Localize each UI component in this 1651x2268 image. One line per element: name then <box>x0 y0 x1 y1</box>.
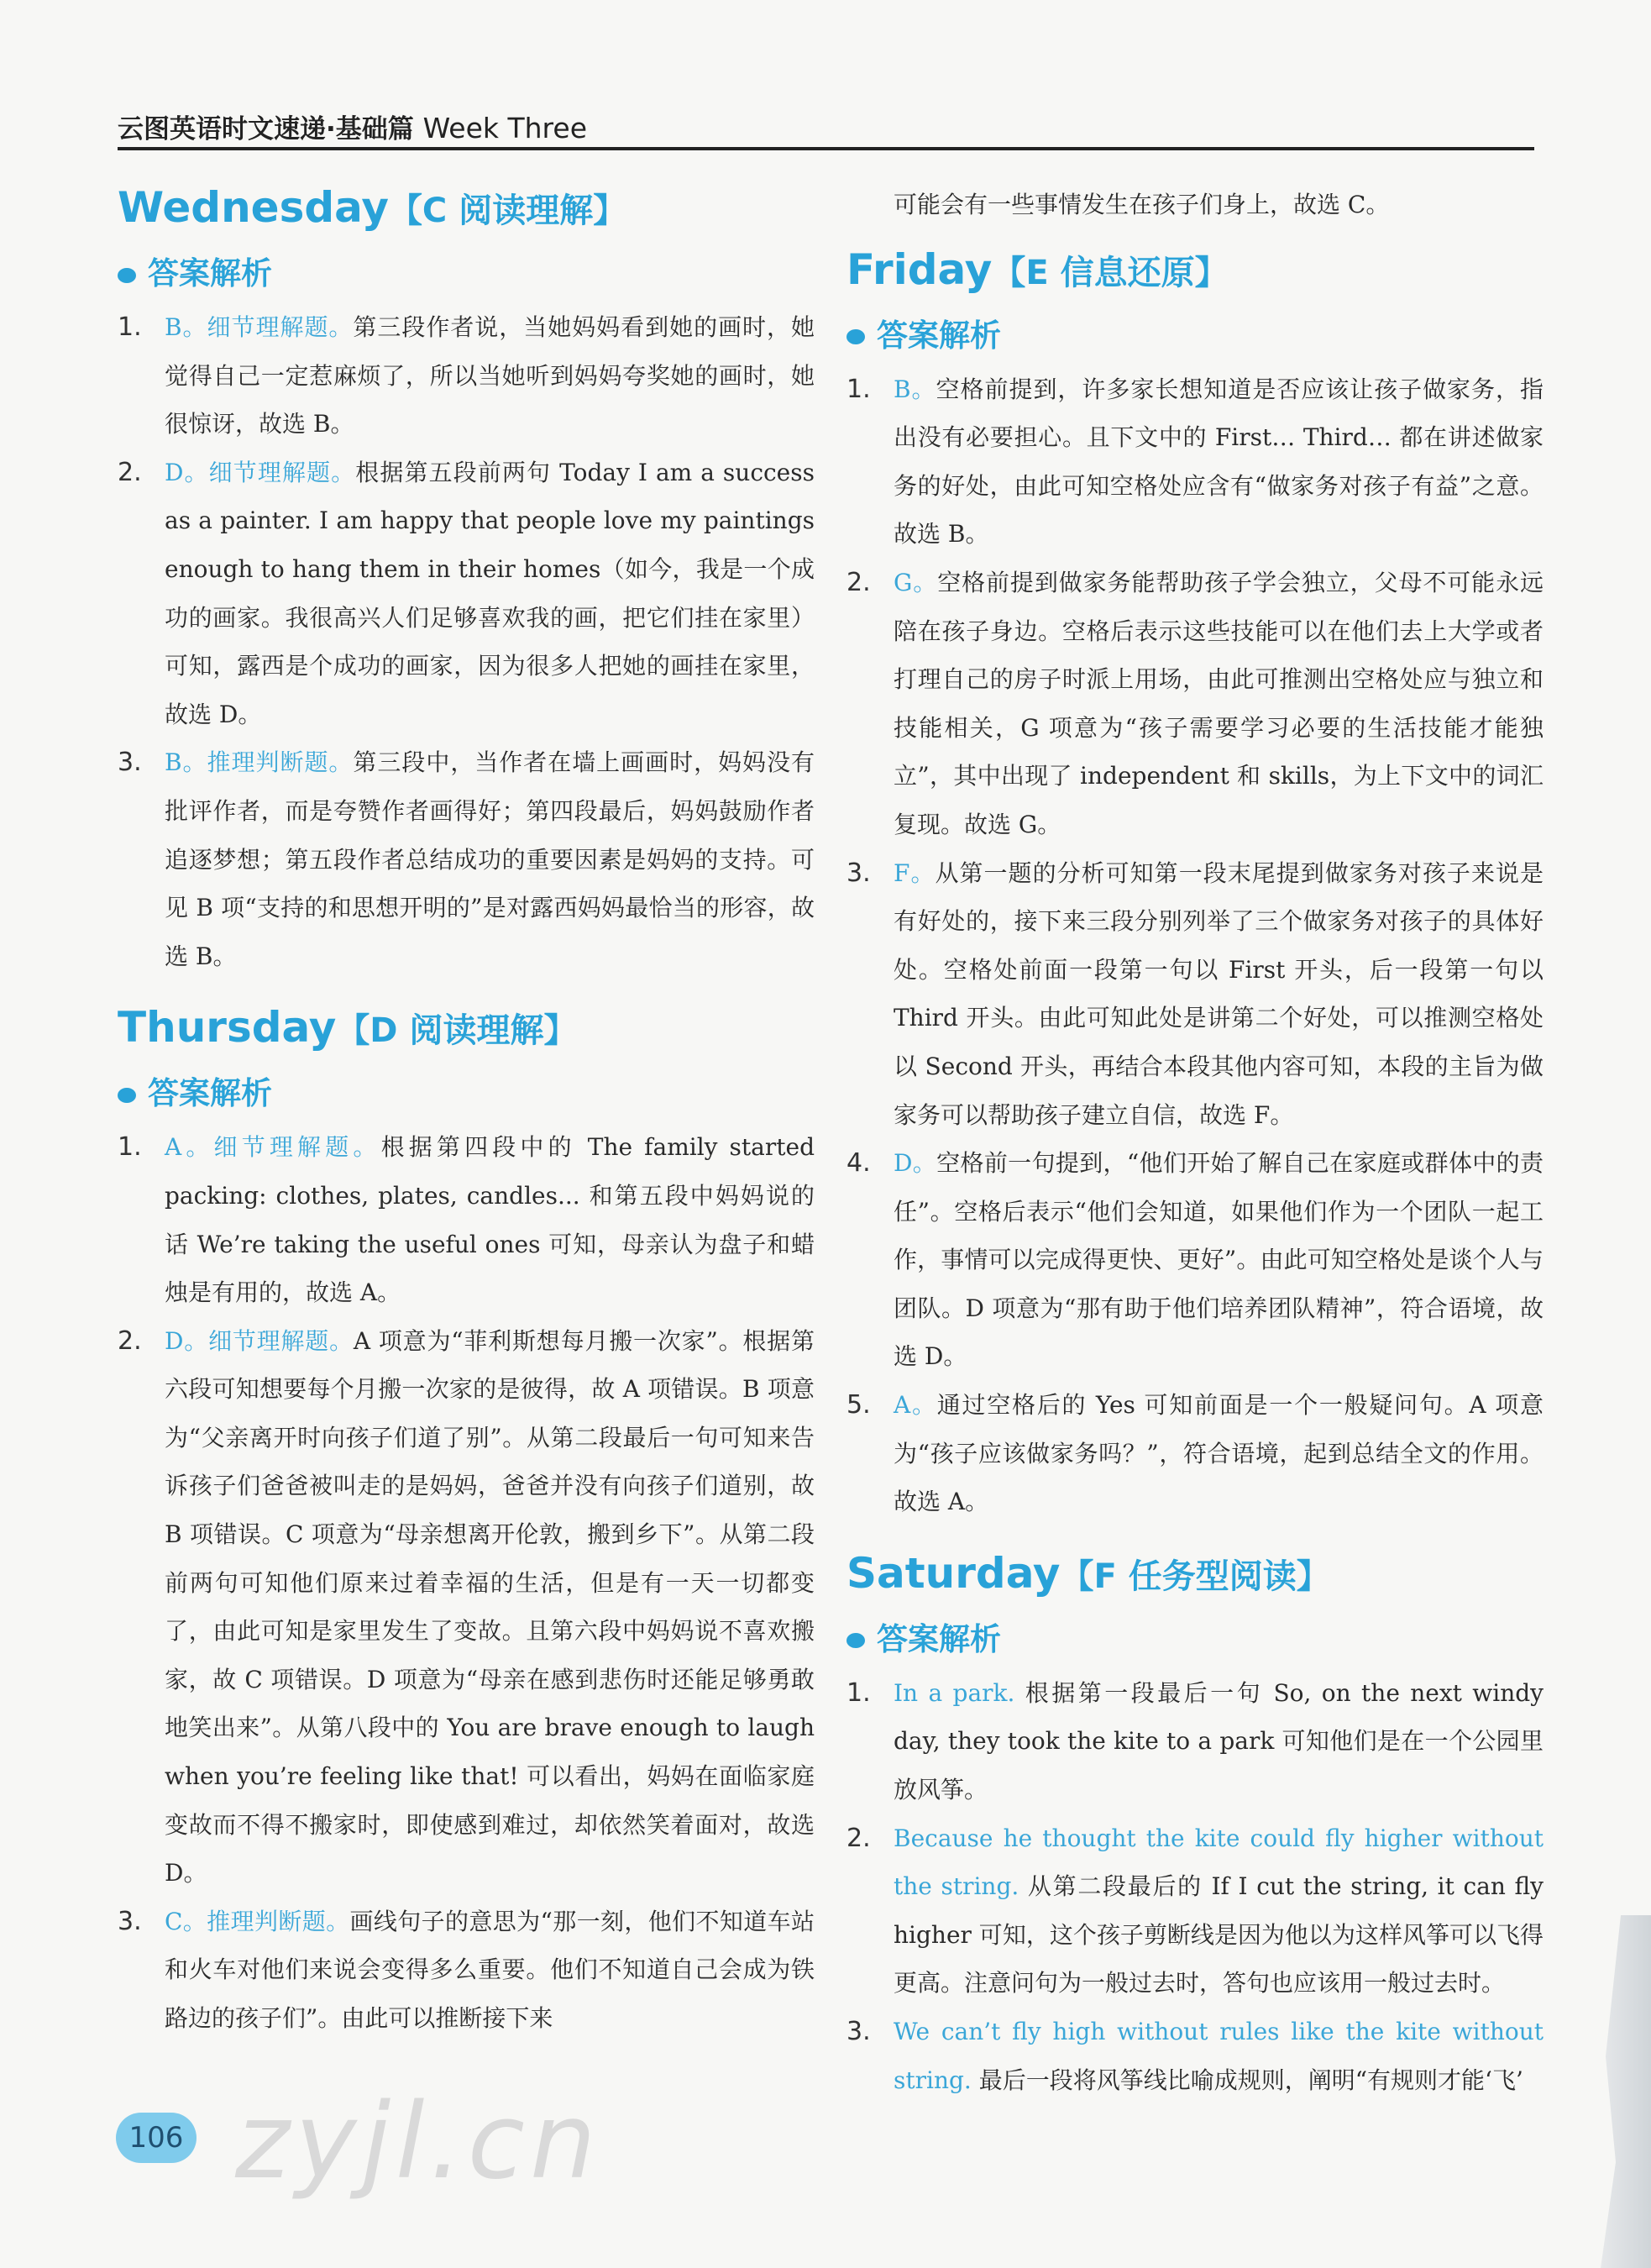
answer-analysis-heading: 答案解析 <box>846 308 1544 364</box>
answer-item: 2. D。细节理解题。根据第五段前两句 Today I am a success as a painter. I am happy that people love my paintings enough to hang them in their homes（如今，我是一个成功的画家。我很高兴人们足够喜欢我的画，把它们挂在家里）可知，露西是个成功的画家，因为很多人把她的画挂在家里，故选 D。 <box>118 457 815 728</box>
answer-item: 3. B。推理判断题。第三段中，当作者在墙上画画时，妈妈没有批评作者，而是夸赞作者画得好；第四段最后，妈妈鼓励作者追逐梦想；第五段作者总结成功的重要因素是妈妈的支持。可见 B 项“支持的和思想开明的”是对露西妈妈最恰当的形容，故选 B。 <box>118 748 815 970</box>
answer-item: 3. F。从第一题的分析可知第一段末尾提到做家务对孩子来说是有好处的，接下来三段分别列举了三个做家务对孩子的具体好处。空格处前面一段第一句以 First 开头，后一段第一句以 Third 开头。由此可知此处是讲第二个好处，可以推测空格处以 Second 开头，再结合本段其他内容可知，本段的主旨为做家务可以帮助孩子建立自信，故选 F。 <box>846 858 1544 1129</box>
torn-edge-decoration <box>1601 1915 1651 2268</box>
running-header <box>118 108 587 145</box>
continued-text: 可能会有一些事情发生在孩子们身上，故选 C。 <box>894 191 1390 218</box>
bullet-dot-icon <box>118 268 136 283</box>
section-title-friday: Friday【E 信息还原】 <box>846 244 1229 294</box>
answer-item: 5. A。通过空格后的 Yes 可知前面是一个一般疑问句。A 项意为“孩子应该做家务吗？”，符合语境，起到总结全文的作用。故选 A。 <box>846 1390 1544 1516</box>
section-title-thursday: Thursday【D 阅读理解】 <box>118 1003 578 1053</box>
right-column <box>846 172 1544 2104</box>
bullet-dot-icon <box>846 329 865 344</box>
answer-item: 1. B。空格前提到，许多家长想知道是否应该让孩子做家务，指出没有必要担心。且下文中的 First… Third… 都在讲述做家务的好处，由此可知空格处应含有“做家务对孩子有益”之意。故选 B。 <box>846 374 1544 549</box>
answer-analysis-heading: 答案解析 <box>118 246 815 302</box>
answer-analysis-heading: 答案解析 <box>846 1612 1544 1667</box>
answer-item: 3. C。推理判断题。画线句子的意思为“那一刻，他们不知道车站和火车对他们来说会变得多么重要。他们不知道自己会成为铁路边的孩子们”。由此可以推断接下来 <box>118 1906 815 2032</box>
header-cn: 云图英语时文速递·基础篇 <box>118 114 414 144</box>
header-rule <box>118 147 1534 150</box>
answer-item: 2. G。空格前提到做家务能帮助孩子学会独立，父母不可能永远陪在孩子身边。空格后表示这些技能可以在他们去上大学或者打理自己的房子时派上用场，由此可推测出空格处应与独立和技能相关，G 项意为“孩子需要学习必要的生活技能才能独立”，其中出现了 independent 和 skills，为上下文中的词汇复现。故选 G。 <box>846 567 1544 838</box>
section-title-wednesday: Wednesday【C 阅读理解】 <box>118 183 627 232</box>
section-title-saturday: Saturday【F 任务型阅读】 <box>846 1548 1330 1598</box>
left-column <box>118 172 815 2043</box>
answer-item: 3. We can’t fly high without rules like the kite without string. 最后一段将风筝线比喻成规则，阐明“有规则才能‘飞’ <box>846 2017 1544 2094</box>
bullet-dot-icon <box>118 1088 136 1103</box>
answer-item: 1. A。细节理解题。根据第四段中的 The family started packing: clothes, plates, candles... 和第五段中妈妈说的话 We’re taking the useful ones 可知，母亲认为盘子和蜡烛是有用的，故选 A。 <box>118 1132 815 1307</box>
answer-item: 1. In a park. 根据第一段最后一句 So, on the next windy day, they took the kite to a park 可知他们是在一个公园里放风筝。 <box>846 1677 1544 1804</box>
answer-item: 2. Because he thought the kite could fly higher without the string. 从第二段最后的 If I cut the string, it can fly higher 可知，这个孩子剪断线是因为他以为这样风筝可以飞得更高。注意问句为一般过去时，答句也应该用一般过去时。 <box>846 1823 1544 1998</box>
watermark-text: zyjl.cn <box>235 2082 601 2202</box>
answer-item: 1. B。细节理解题。第三段作者说，当她妈妈看到她的画时，她觉得自己一定惹麻烦了，所以当她听到妈妈夸奖她的画时，她很惊讶，故选 B。 <box>118 312 815 438</box>
header-en: Week Three <box>422 112 587 144</box>
answer-item: 2. D。细节理解题。A 项意为“菲利斯想每月搬一次家”。根据第六段可知想要每个月搬一次家的是彼得，故 A 项错误。B 项意为“父亲离开时向孩子们道了别”。从第二段最后一句可知来告诉孩子们爸爸被叫走的是妈妈，爸爸并没有向孩子们道别，故 B 项错误。C 项意为“母亲想离开伦敦，搬到乡下”。从第二段前两句可知他们原来过着幸福的生活，但是有一天一切都变了，由此可知是家里发生了变故。且第六段中妈妈说不喜欢搬家，故 C 项错误。D 项意为“母亲在感到悲伤时还能足够勇敢地笑出来”。从第八段中的 You are brave enough to laugh when you’re feeling like that! 可以看出，妈妈在面临家庭变故而不得不搬家时，即使感到难过，却依然笑着面对，故选 D。 <box>118 1326 815 1887</box>
bullet-dot-icon <box>846 1633 865 1648</box>
page-number: 106 <box>116 2113 197 2163</box>
answer-analysis-heading: 答案解析 <box>118 1066 815 1121</box>
answer-item: 4. D。空格前一句提到，“他们开始了解自己在家庭或群体中的责任”。空格后表示“他们会知道，如果他们作为一个团队一起工作，事情可以完成得更快、更好”。由此可知空格处是谈个人与团队。D 项意为“那有助于他们培养团队精神”，符合语境，故选 D。 <box>846 1148 1544 1371</box>
